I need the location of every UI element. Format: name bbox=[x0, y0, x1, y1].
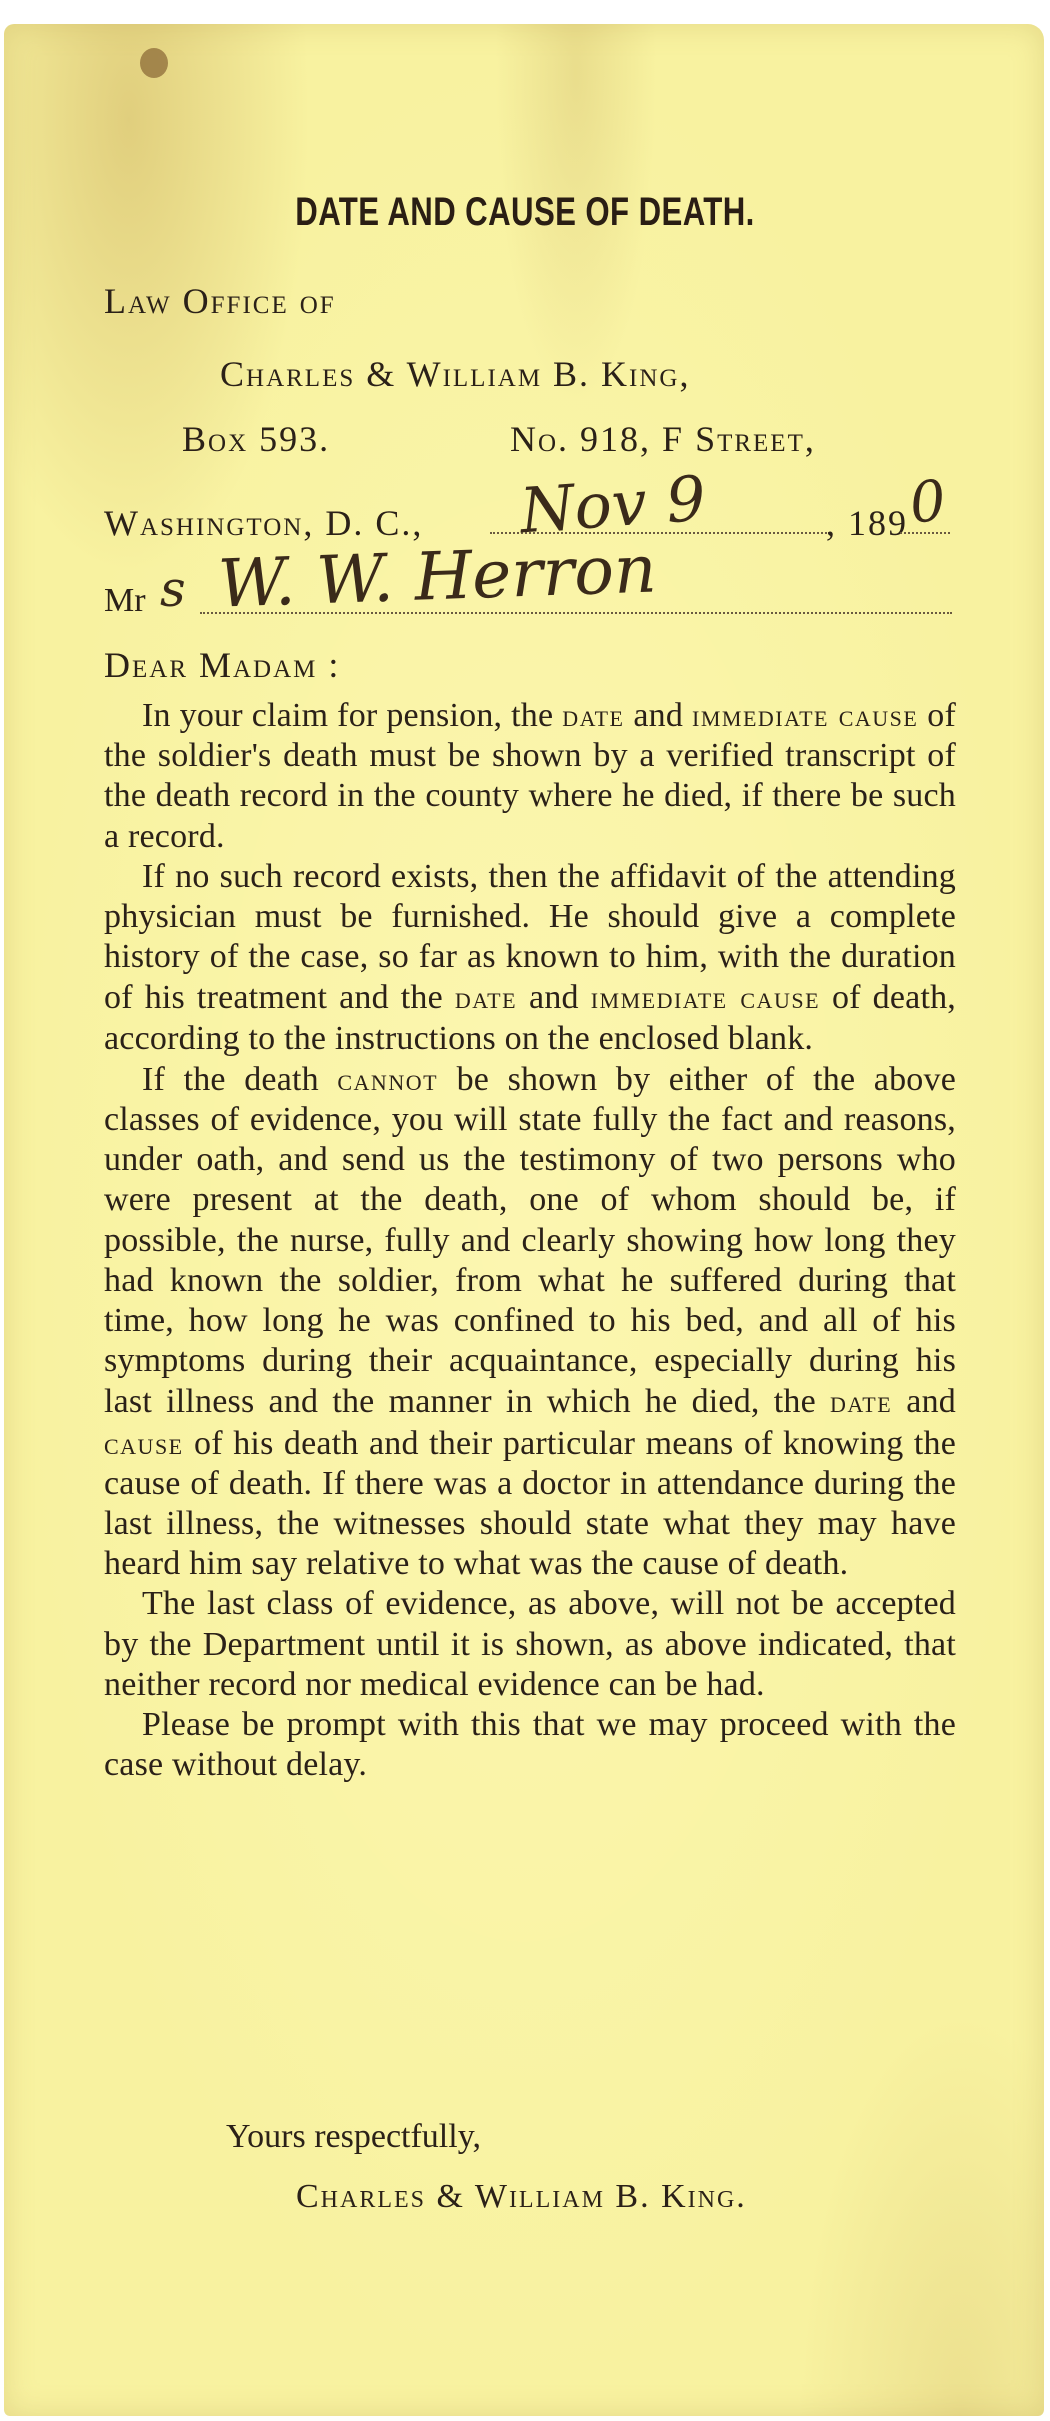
handwritten-name: W. W. Herron bbox=[216, 530, 658, 623]
handwritten-year: 0 bbox=[906, 468, 949, 537]
law-office-label: Law Office of bbox=[104, 281, 336, 321]
paragraph-5: Please be prompt with this that we may proceed with the case without delay. bbox=[104, 1706, 956, 1784]
firm-name: Charles & William B. King, bbox=[220, 354, 691, 394]
street-address: No. 918, F Street, bbox=[510, 419, 816, 459]
city-label: Washington, D. C., bbox=[104, 503, 424, 543]
box-number: Box 593. bbox=[182, 419, 331, 459]
addressee-prefix: Mr bbox=[104, 582, 146, 619]
signature: Charles & William B. King. bbox=[296, 2178, 747, 2215]
paragraph-1: In your claim for pension, the date and immediate cause of the soldier's death must be shown by a verified transcript of the death record in the county where he died, if there be such a record. bbox=[104, 697, 956, 855]
paper-stain bbox=[140, 48, 168, 78]
salutation: Dear Madam : bbox=[104, 645, 341, 685]
handwritten-date: Nov 9 bbox=[517, 461, 709, 548]
sign-off: Yours respectfully, bbox=[226, 2118, 481, 2155]
paragraph-4: The last class of evidence, as above, will not be accepted by the Department until it is shown, as above indicated, that neither record nor medical evidence can be had. bbox=[104, 1585, 956, 1703]
year-prefix: , 189 bbox=[826, 503, 908, 543]
paragraph-2: If no such record exists, then the affidavit of the attending physician must be furnished. He should give a complete history of the case, so far as known to him, with the duration of his treatment and the date and immediate cause of death, according to the instructions on the enclosed blank. bbox=[104, 857, 956, 1057]
paragraph-3: If the death cannot be shown by either of the above classes of evidence, you will state fully the fact and reasons, under oath, and send us the testimony of two persons who were present at the death, one of whom should be, if possible, the nurse, fully and clearly showing how long they had known the soldier, from what he suffered during that time, how long he was confined to his bed, and all of his symptoms during their acquaintance, especially during his last illness and the manner in which he died, the date and cause of his death and their particular means of knowing the cause of death. If there was a doctor in attendance during the last illness, the witnesses should state what they may have heard him say relative to what was the cause of death. bbox=[104, 1060, 956, 1583]
document-title: DATE AND CAUSE OF DEATH. bbox=[295, 190, 755, 234]
strike-mark: s bbox=[160, 560, 186, 618]
letter-body bbox=[104, 695, 956, 1785]
